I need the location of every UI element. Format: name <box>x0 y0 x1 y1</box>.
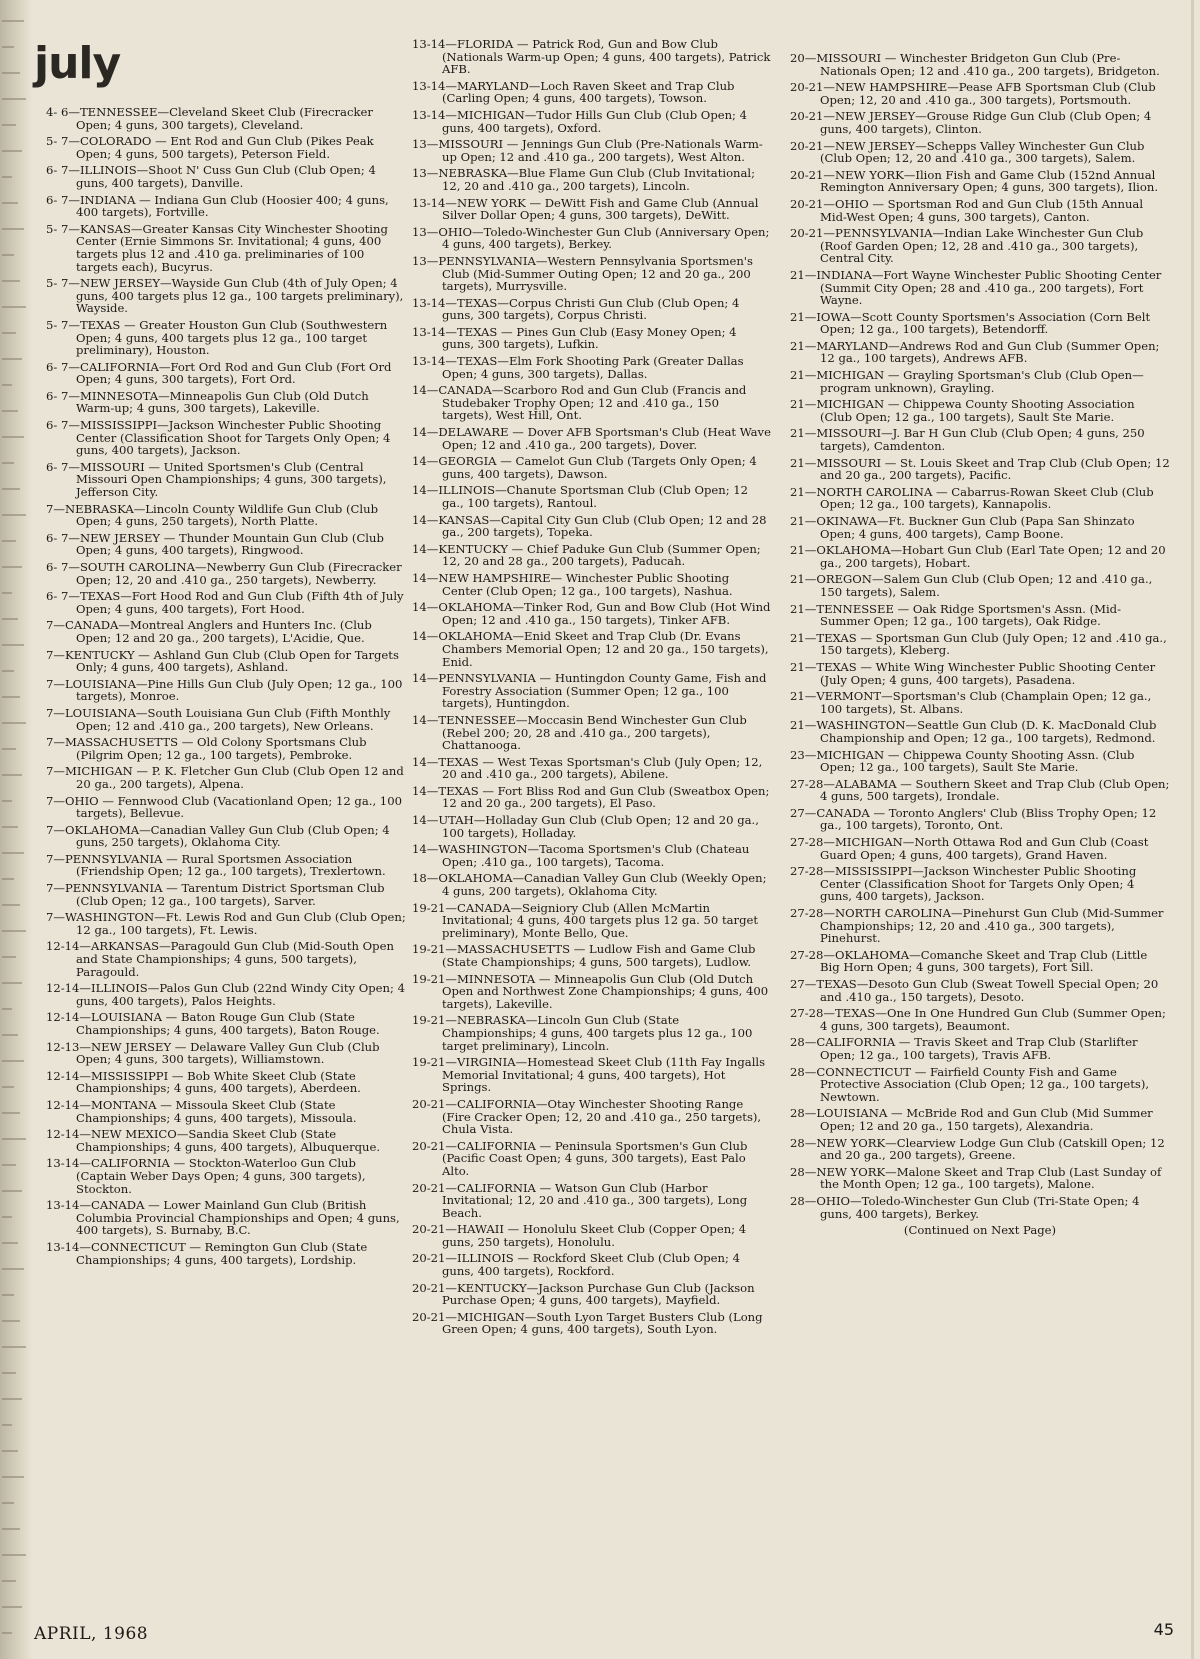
schedule-entry: 21—MISSOURI — St. Louis Skeet and Trap Club (Club Open; 12 and 20 ga., 200 targets), Pacific. <box>790 455 1170 483</box>
facing-page-text-fragment <box>2 618 18 620</box>
schedule-entry: 14—NEW HAMPSHIRE— Winchester Public Shooting Center (Club Open; 12 ga., 100 targets), Nashua. <box>412 570 733 598</box>
schedule-entry: 21—OKLAHOMA—Hobart Gun Club (Earl Tate Open; 12 and 20 ga., 200 targets), Hobart. <box>790 543 1166 570</box>
facing-page-text-fragment <box>2 332 16 334</box>
facing-page-text-fragment <box>2 1398 22 1400</box>
schedule-entry: 20-21—MICHIGAN—South Lyon Target Busters Club (Long Green Open; 4 guns, 400 targets), South Lyon. <box>412 1309 763 1337</box>
schedule-entry: 12-14—NEW MEXICO—Sandia Skeet Club (State Championships; 4 guns, 400 targets), Albuquerque. <box>46 1127 381 1154</box>
schedule-entry: 14—OKLAHOMA—Enid Skeet and Trap Club (Dr. Evans Chambers Memorial Open; 12 and 20 ga., 150 targets), Enid. <box>412 629 769 669</box>
continued-note: (Continued on Next Page) <box>903 1223 1057 1238</box>
schedule-entry: 27—CANADA — Toronto Anglers' Club (Bliss Trophy Open; 12 ga., 100 targets), Toronto, Ont. <box>790 805 1157 833</box>
schedule-entry: 14—KENTUCKY — Chief Paduke Gun Club (Summer Open; 12, 20 and 28 ga., 200 targets), Paducah. <box>412 541 761 569</box>
schedule-entry: 21—MICHIGAN — Chippewa County Shooting Association (Club Open; 12 ga., 100 targets), Sault Ste Marie. <box>790 397 1135 424</box>
facing-page-text-fragment <box>2 72 20 74</box>
schedule-entry: 13-14—MARYLAND—Loch Raven Skeet and Trap Club (Carling Open; 4 guns, 400 targets), Towson. <box>412 78 735 106</box>
schedule-entry: 13—OHIO—Toledo-Winchester Gun Club (Anniversary Open; 4 guns, 400 targets), Berkey. <box>412 224 770 252</box>
page-number: 45 <box>1153 1620 1174 1639</box>
facing-page-text-fragment <box>2 1138 26 1140</box>
facing-page-text-fragment <box>2 1502 14 1504</box>
schedule-entry: 14—TEXAS — Fort Bliss Rod and Gun Club (Sweatbox Open; 12 and 20 ga., 200 targets), El Paso. <box>412 783 770 811</box>
schedule-entry: 20-21—NEW YORK—Ilion Fish and Game Club (152nd Annual Remington Anniversary Open; 4 guns, 300 targets), Ilion. <box>790 167 1159 195</box>
schedule-entry: 7—OHIO — Fennwood Club (Vacationland Open; 12 ga., 100 targets), Bellevue. <box>46 793 402 821</box>
schedule-entry: 5- 7—KANSAS—Greater Kansas City Winchester Shooting Center (Ernie Simmons Sr. Invitational; 4 guns, 400 targets plus 12 and .410 ga. preliminaries of 100 targets each), Bucyrus. <box>46 221 388 274</box>
schedule-entry: 21—MISSOURI—J. Bar H Gun Club (Club Open; 4 guns, 250 targets), Camdenton. <box>790 426 1145 454</box>
schedule-entry: 5- 7—NEW JERSEY—Wayside Gun Club (4th of July Open; 4 guns, 400 targets plus 12 ga., 100 targets preliminary), Wayside. <box>46 276 404 316</box>
schedule-entry: 21—IOWA—Scott County Sportsmen's Association (Corn Belt Open; 12 ga., 100 targets), Betendorff. <box>790 309 1151 337</box>
schedule-entry: 27-28—MISSISSIPPI—Jackson Winchester Public Shooting Center (Classification Shoot for Targets Only Open; 4 guns, 400 targets), Jackson. <box>790 864 1137 904</box>
facing-page-text-fragment <box>2 488 20 490</box>
schedule-entry: 13-14—MICHIGAN—Tudor Hills Gun Club (Club Open; 4 guns, 400 targets), Oxford. <box>412 107 748 135</box>
page-edge-shadow <box>1191 0 1194 1659</box>
schedule-entry: 21—MICHIGAN — Grayling Sportsman's Club (Club Open—program unknown), Grayling. <box>790 368 1144 395</box>
schedule-entry: 27-28—NORTH CAROLINA—Pinehurst Gun Club (Mid-Summer Championships; 12, 20 and .410 ga., 300 targets), Pinehurst. <box>790 906 1164 946</box>
facing-page-text-fragment <box>2 1060 24 1062</box>
facing-page-text-fragment <box>2 176 12 178</box>
schedule-entry: 21—WASHINGTON—Seattle Gun Club (D. K. MacDonald Club Championship and Open; 12 ga., 100 targets), Redmond. <box>790 718 1157 745</box>
schedule-entry: 28—OHIO—Toledo-Winchester Gun Club (Tri-State Open; 4 guns, 400 targets), Berkey. <box>790 1193 1140 1221</box>
facing-page-text-fragment <box>2 644 24 646</box>
facing-page-text-fragment <box>2 124 16 126</box>
schedule-entry: 14—TENNESSEE—Moccasin Bend Winchester Gun Club (Rebel 200; 20, 28 and .410 ga., 200 targets), Chattanooga. <box>412 712 747 753</box>
schedule-entry: 21—NORTH CAROLINA — Cabarrus-Rowan Skeet Club (Club Open; 12 ga., 100 targets), Kannapolis. <box>790 484 1154 512</box>
schedule-entry: 14—UTAH—Holladay Gun Club (Club Open; 12 and 20 ga., 100 targets), Holladay. <box>412 813 759 840</box>
facing-page-text-fragment <box>2 1528 20 1530</box>
schedule-entry: 27-28—ALABAMA — Southern Skeet and Trap Club (Club Open; 4 guns, 500 targets), Irondale. <box>790 776 1170 804</box>
schedule-entry: 20-21—OHIO — Sportsman Rod and Gun Club (15th Annual Mid-West Open; 4 guns, 300 targets), Canton. <box>790 196 1144 224</box>
facing-page-text-fragment <box>2 722 26 724</box>
schedule-entry: 28—CALIFORNIA — Travis Skeet and Trap Club (Starlifter Open; 12 ga., 100 targets), Travis AFB. <box>790 1035 1138 1062</box>
schedule-entry: 6- 7—INDIANA — Indiana Gun Club (Hoosier 400; 4 guns, 400 targets), Fortville. <box>46 192 389 220</box>
facing-page-text-fragment <box>2 1632 12 1634</box>
schedule-entry: 21—TEXAS — White Wing Winchester Public Shooting Center (July Open; 4 guns, 400 targets), Pasadena. <box>790 659 1156 687</box>
facing-page-text-fragment <box>2 540 16 542</box>
facing-page-text-fragment <box>2 748 16 750</box>
schedule-entry: 12-13—NEW JERSEY — Delaware Valley Gun Club (Club Open; 4 guns, 300 targets), Williamstown. <box>46 1039 380 1067</box>
facing-page-text-fragment <box>2 1554 26 1556</box>
schedule-entry: 19-21—VIRGINIA—Homestead Skeet Club (11th Fay Ingalls Memorial Invitational; 4 guns, 400 targets), Hot Springs. <box>412 1055 766 1095</box>
schedule-entry: 7—PENNSYLVANIA — Tarentum District Sportsman Club (Club Open; 12 ga., 100 targets), Sarver. <box>46 881 385 908</box>
schedule-entry: 20-21—CALIFORNIA—Otay Winchester Shooting Range (Fire Cracker Open; 12, 20 and .410 ga., 250 targets), Chula Vista. <box>412 1096 762 1137</box>
schedule-entry: 13-14—CONNECTICUT — Remington Gun Club (State Championships; 4 guns, 400 targets), Lordship. <box>46 1239 368 1267</box>
schedule-entry: 13-14—TEXAS—Elm Fork Shooting Park (Greater Dallas Open; 4 guns, 300 targets), Dallas. <box>412 354 744 381</box>
facing-page-text-fragment <box>2 254 14 256</box>
schedule-entry: 27-28—OKLAHOMA—Comanche Skeet and Trap Club (Little Big Horn Open; 4 guns, 300 targets), Fort Sill. <box>790 947 1148 975</box>
schedule-entry: 12-14—ARKANSAS—Paragould Gun Club (Mid-South Open and State Championships; 4 guns, 500 targets), Paragould. <box>46 939 394 979</box>
schedule-entry: 27—TEXAS—Desoto Gun Club (Sweat Towell Special Open; 20 and .410 ga., 150 targets), Desoto. <box>790 977 1159 1004</box>
schedule-entry: 6- 7—TEXAS—Fort Hood Rod and Gun Club (Fifth 4th of July Open; 4 guns, 400 targets), Fort Hood. <box>46 589 404 616</box>
schedule-entry: 7—MICHIGAN — P. K. Fletcher Gun Club (Club Open 12 and 20 ga., 200 targets), Alpena. <box>46 764 404 791</box>
schedule-entry: 21—MARYLAND—Andrews Rod and Gun Club (Summer Open; 12 ga., 100 targets), Andrews AFB. <box>790 338 1160 366</box>
facing-page-text-fragment <box>2 1216 12 1218</box>
facing-page-text-fragment <box>2 1164 16 1166</box>
schedule-entry: 13—MISSOURI — Jennings Gun Club (Pre-Nationals Warm-up Open; 12 and .410 ga., 200 targets), West Alton. <box>412 137 763 164</box>
schedule-entry: 20-21—PENNSYLVANIA—Indian Lake Winchester Gun Club (Roof Garden Open; 12, 28 and .410 ga., 300 targets), Central City. <box>790 226 1144 266</box>
schedule-entry: 21—OREGON—Salem Gun Club (Club Open; 12 and .410 ga., 150 targets), Salem. <box>790 572 1153 599</box>
issue-date: APRIL, 1968 <box>34 1624 149 1644</box>
facing-page-text-fragment <box>2 1606 22 1608</box>
schedule-entry: 12-14—MISSISSIPPI — Bob White Skeet Club (State Championships; 4 guns, 400 targets), Aberdeen. <box>46 1068 361 1096</box>
facing-page-text-fragment <box>2 904 20 906</box>
schedule-entry: 19-21—NEBRASKA—Lincoln Gun Club (State Championships; 4 guns, 400 targets plus 12 ga., 100 target preliminary), Lincoln. <box>412 1013 753 1053</box>
schedule-column-1 <box>46 106 406 1270</box>
month-heading: july <box>34 38 121 89</box>
facing-page-text-fragment <box>2 1580 16 1582</box>
schedule-entry: 14—KANSAS—Capital City Gun Club (Club Open; 12 and 28 ga., 200 targets), Topeka. <box>412 512 767 540</box>
facing-page-text-fragment <box>2 774 22 776</box>
facing-page-text-fragment <box>2 410 18 412</box>
schedule-entry: 14—PENNSYLVANIA — Huntingdon County Game, Fish and Forestry Association (Summer Open; 12 ga., 100 targets), Huntingdon. <box>412 671 767 711</box>
schedule-entry: 14—WASHINGTON—Tacoma Sportsmen's Club (Chateau Open; .410 ga., 100 targets), Tacoma. <box>412 842 750 869</box>
facing-page-text-fragment <box>2 384 12 386</box>
schedule-entry: 20-21—CALIFORNIA — Watson Gun Club (Harbor Invitational; 12, 20 and .410 ga., 300 targets), Long Beach. <box>412 1180 748 1220</box>
facing-page-text-fragment <box>2 566 22 568</box>
schedule-entry: 13-14—TEXAS — Pines Gun Club (Easy Money Open; 4 guns, 300 targets), Lufkin. <box>412 324 737 352</box>
schedule-entry: 21—INDIANA—Fort Wayne Winchester Public Shooting Center (Summit City Open; 28 and .410 ga., 200 targets), Fort Wayne. <box>790 267 1162 308</box>
schedule-entry: 27-28—TEXAS—One In One Hundred Gun Club (Summer Open; 4 guns, 300 targets), Beaumont. <box>790 1006 1166 1033</box>
schedule-entry: 7—LOUISIANA—Pine Hills Gun Club (July Open; 12 ga., 100 targets), Monroe. <box>46 676 403 704</box>
facing-page-text-fragment <box>2 1294 14 1296</box>
schedule-entry: 28—CONNECTICUT — Fairfield County Fish and Game Protective Association (Club Open; 12 ga., 100 targets), Newtown. <box>790 1064 1150 1104</box>
schedule-entry: 14—CANADA—Scarboro Rod and Gun Club (Francis and Studebaker Trophy Open; 12 and .410 ga., 150 targets), West Hill, Ont. <box>412 383 747 423</box>
schedule-entry: 12-14—LOUISIANA — Baton Rouge Gun Club (State Championships; 4 guns, 400 targets), Baton Rouge. <box>46 1010 380 1037</box>
schedule-entry: 28—NEW YORK—Malone Skeet and Trap Club (Last Sunday of the Month Open; 12 ga., 100 targets), Malone. <box>790 1164 1162 1192</box>
schedule-entry: 6- 7—MINNESOTA—Minneapolis Gun Club (Old Dutch Warm-up; 4 guns, 300 targets), Lakeville. <box>46 388 369 416</box>
schedule-entry: 7—MASSACHUSETTS — Old Colony Sportsmans Club (Pilgrim Open; 12 ga., 100 targets), Pembroke. <box>46 735 367 762</box>
schedule-entry: 7—PENNSYLVANIA — Rural Sportsmen Association (Friendship Open; 12 ga., 100 targets), Trexlertown. <box>46 851 386 879</box>
facing-page-text-fragment <box>2 956 16 958</box>
facing-page-text-fragment <box>2 982 22 984</box>
facing-page-text-fragment <box>2 1372 16 1374</box>
schedule-entry: 4- 6—TENNESSEE—Cleveland Skeet Club (Firecracker Open; 4 guns, 300 targets), Cleveland. <box>46 105 373 132</box>
facing-page-edge <box>0 0 32 1659</box>
schedule-entry: 19-21—MINNESOTA — Minneapolis Gun Club (Old Dutch Open and Northwest Zone Championships; 4 guns, 400 targets), Lakeville. <box>412 971 769 1011</box>
schedule-entry: 7—LOUISIANA—South Louisiana Gun Club (Fifth Monthly Open; 12 and .410 ga., 200 targets), New Orleans. <box>46 705 391 733</box>
schedule-entry: 13-14—CANADA — Lower Mainland Gun Club (British Columbia Provincial Championships and Open; 4 guns, 400 targets), S. Burnaby, B.C. <box>46 1198 400 1238</box>
schedule-entry: 12-14—ILLINOIS—Palos Gun Club (22nd Windy City Open; 4 guns, 400 targets), Palos Heights. <box>46 981 405 1008</box>
facing-page-text-fragment <box>2 1112 20 1114</box>
schedule-entry: 13-14—CALIFORNIA — Stockton-Waterloo Gun Club (Captain Weber Days Open; 4 guns, 300 targets), Stockton. <box>46 1156 366 1196</box>
facing-page-text-fragment <box>2 306 26 308</box>
schedule-entry: 14—OKLAHOMA—Tinker Rod, Gun and Bow Club (Hot Wind Open; 12 and .410 ga., 150 targets), Tinker AFB. <box>412 600 771 627</box>
schedule-entry: 18—OKLAHOMA—Canadian Valley Gun Club (Weekly Open; 4 guns, 200 targets), Oklahoma City. <box>412 871 767 899</box>
schedule-entry: 14—GEORGIA — Camelot Gun Club (Targets Only Open; 4 guns, 400 targets), Dawson. <box>412 454 757 481</box>
facing-page-text-fragment <box>2 462 14 464</box>
facing-page-text-fragment <box>2 1424 12 1426</box>
schedule-entry: 7—CANADA—Montreal Anglers and Hunters Inc. (Club Open; 12 and 20 ga., 200 targets), L'Acidie, Que. <box>46 618 372 645</box>
facing-page-text-fragment <box>2 1346 26 1348</box>
schedule-entry: 21—OKINAWA—Ft. Buckner Gun Club (Papa San Shinzato Open; 4 guns, 400 targets), Camp Boone. <box>790 514 1135 541</box>
facing-page-text-fragment <box>2 20 24 22</box>
facing-page-text-fragment <box>2 202 18 204</box>
schedule-entry: 27-28—MICHIGAN—North Ottawa Rod and Gun Club (Coast Guard Open; 4 guns, 400 targets), Grand Haven. <box>790 835 1149 862</box>
facing-page-text-fragment <box>2 1450 18 1452</box>
facing-page-text-fragment <box>2 1008 12 1010</box>
facing-page-text-fragment <box>2 98 26 100</box>
facing-page-text-fragment <box>2 514 26 516</box>
schedule-entry: 5- 7—TEXAS — Greater Houston Gun Club (Southwestern Open; 4 guns, 400 targets plus 12 ga., 100 target preliminary), Houston. <box>46 317 388 358</box>
schedule-entry: 6- 7—SOUTH CAROLINA—Newberry Gun Club (Firecracker Open; 12, 20 and .410 ga., 250 targets), Newberry. <box>46 560 402 587</box>
facing-page-text-fragment <box>2 592 12 594</box>
schedule-entry: 6- 7—NEW JERSEY — Thunder Mountain Gun Club (Club Open; 4 guns, 400 targets), Ringwood. <box>46 530 384 558</box>
schedule-entry: 20-21—KENTUCKY—Jackson Purchase Gun Club (Jackson Purchase Open; 4 guns, 400 targets), Mayfield. <box>412 1280 755 1308</box>
facing-page-text-fragment <box>2 150 22 152</box>
schedule-entry: 23—MICHIGAN — Chippewa County Shooting Assn. (Club Open; 12 ga., 100 targets), Sault Ste Marie. <box>790 747 1135 775</box>
facing-page-text-fragment <box>2 800 12 802</box>
schedule-entry: 28—NEW YORK—Clearview Lodge Gun Club (Catskill Open; 12 and 20 ga., 200 targets), Greene. <box>790 1135 1165 1163</box>
schedule-entry: 7—WASHINGTON—Ft. Lewis Rod and Gun Club (Club Open; 12 ga., 100 targets), Ft. Lewis. <box>46 910 406 937</box>
facing-page-text-fragment <box>2 1476 24 1478</box>
schedule-column-2 <box>412 38 772 1340</box>
facing-page-text-fragment <box>2 228 24 230</box>
facing-page-text-fragment <box>2 1242 18 1244</box>
schedule-entry: 12-14—MONTANA — Missoula Skeet Club (State Championships; 4 guns, 400 targets), Missoula. <box>46 1097 357 1125</box>
schedule-entry: 6- 7—CALIFORNIA—Fort Ord Rod and Gun Club (Fort Ord Open; 4 guns, 300 targets), Fort Ord. <box>46 359 392 387</box>
schedule-entry: 7—NEBRASKA—Lincoln County Wildlife Gun Club (Club Open; 4 guns, 250 targets), North Platte. <box>46 501 379 529</box>
schedule-entry: 7—OKLAHOMA—Canadian Valley Gun Club (Club Open; 4 guns, 250 targets), Oklahoma City. <box>46 822 390 850</box>
schedule-entry: 14—DELAWARE — Dover AFB Sportsman's Club (Heat Wave Open; 12 and .410 ga., 200 targets), Dover. <box>412 425 771 452</box>
facing-page-text-fragment <box>2 1320 20 1322</box>
schedule-entry: 13—PENNSYLVANIA—Western Pennsylvania Sportsmen's Club (Mid-Summer Outing Open; 12 and 20 ga., 200 targets), Murrysville. <box>412 253 753 294</box>
schedule-entry: 13—NEBRASKA—Blue Flame Gun Club (Club Invitational; 12, 20 and .410 ga., 200 targets), Lincoln. <box>412 166 756 193</box>
schedule-entry: 20-21—NEW HAMPSHIRE—Pease AFB Sportsman Club (Club Open; 12, 20 and .410 ga., 300 targets), Portsmouth. <box>790 80 1156 107</box>
schedule-entry: 6- 7—MISSOURI — United Sportsmen's Club (Central Missouri Open Championships; 4 guns, 300 targets), Jefferson City. <box>46 459 387 500</box>
schedule-entry: 6- 7—MISSISSIPPI—Jackson Winchester Public Shooting Center (Classification Shoot for Targets Only Open; 4 guns, 400 targets), Jackson. <box>46 418 391 458</box>
schedule-entry: 7—KENTUCKY — Ashland Gun Club (Club Open for Targets Only; 4 guns, 400 targets), Ashland. <box>46 647 399 675</box>
schedule-entry: 20-21—NEW JERSEY—Schepps Valley Winchester Gun Club (Club Open; 12, 20 and .410 ga., 300 targets), Salem. <box>790 138 1145 166</box>
schedule-entry: 20-21—HAWAII — Honolulu Skeet Club (Copper Open; 4 guns, 250 targets), Honolulu. <box>412 1222 747 1249</box>
schedule-entry: 21—VERMONT—Sportsman's Club (Champlain Open; 12 ga., 100 targets), St. Albans. <box>790 689 1152 716</box>
facing-page-text-fragment <box>2 1190 22 1192</box>
schedule-entry: 19-21—CANADA—Seigniory Club (Allen McMartin Invitational; 4 guns, 400 targets plus 12 ga. 50 target preliminary), Monte Bello, Que. <box>412 900 759 940</box>
facing-page-text-fragment <box>2 930 26 932</box>
facing-page-text-fragment <box>2 358 22 360</box>
facing-page-text-fragment <box>2 670 14 672</box>
schedule-column-3 <box>790 52 1170 1237</box>
schedule-entry: 13-14—NEW YORK — DeWitt Fish and Game Club (Annual Silver Dollar Open; 4 guns, 300 targets), DeWitt. <box>412 195 759 223</box>
schedule-entry: 5- 7—COLORADO — Ent Rod and Gun Club (Pikes Peak Open; 4 guns, 500 targets), Peterson Field. <box>46 134 374 161</box>
schedule-entry: 14—ILLINOIS—Chanute Sportsman Club (Club Open; 12 ga., 100 targets), Rantoul. <box>412 483 749 510</box>
facing-page-text-fragment <box>2 46 14 48</box>
facing-page-text-fragment <box>2 1268 24 1270</box>
schedule-entry: 13-14—FLORIDA — Patrick Rod, Gun and Bow Club (Nationals Warm-up Open; 4 guns, 400 targets), Patrick AFB. <box>412 37 771 77</box>
facing-page-text-fragment <box>2 1034 18 1036</box>
schedule-entry: 20-21—ILLINOIS — Rockford Skeet Club (Club Open; 4 guns, 400 targets), Rockford. <box>412 1251 740 1279</box>
facing-page-text-fragment <box>2 878 14 880</box>
facing-page-text-fragment <box>2 436 24 438</box>
schedule-entry: 19-21—MASSACHUSETTS — Ludlow Fish and Game Club (State Championships; 4 guns, 500 targets), Ludlow. <box>412 942 756 969</box>
schedule-entry: 28—LOUISIANA — McBride Rod and Gun Club (Mid Summer Open; 12 and 20 ga., 150 targets), Alexandria. <box>790 1106 1153 1133</box>
facing-page-text-fragment <box>2 852 24 854</box>
schedule-entry: 20—MISSOURI — Winchester Bridgeton Gun Club (Pre-Nationals Open; 12 and .410 ga., 200 targets), Bridgeton. <box>790 51 1160 78</box>
facing-page-text-fragment <box>2 696 20 698</box>
schedule-entry: 21—TEXAS — Sportsman Gun Club (July Open; 12 and .410 ga., 150 targets), Kleberg. <box>790 630 1167 658</box>
schedule-entry: 20-21—CALIFORNIA — Peninsula Sportsmen's Gun Club (Pacific Coast Open; 4 guns, 300 targets), East Palo Alto. <box>412 1138 748 1178</box>
schedule-entry: 20-21—NEW JERSEY—Grouse Ridge Gun Club (Club Open; 4 guns, 400 targets), Clinton. <box>790 109 1152 136</box>
facing-page-text-fragment <box>2 826 18 828</box>
schedule-entry: 14—TEXAS — West Texas Sportsman's Club (July Open; 12, 20 and .410 ga., 200 targets), Abilene. <box>412 754 763 782</box>
facing-page-text-fragment <box>2 280 20 282</box>
schedule-entry: 13-14—TEXAS—Corpus Christi Gun Club (Club Open; 4 guns, 300 targets), Corpus Christi. <box>412 295 740 323</box>
facing-page-text-fragment <box>2 1086 14 1088</box>
schedule-entry: 6- 7—ILLINOIS—Shoot N' Cuss Gun Club (Club Open; 4 guns, 400 targets), Danville. <box>46 163 376 190</box>
schedule-entry: 21—TENNESSEE — Oak Ridge Sportsmen's Assn. (Mid-Summer Open; 12 ga., 100 targets), Oak Ridge. <box>790 601 1122 629</box>
